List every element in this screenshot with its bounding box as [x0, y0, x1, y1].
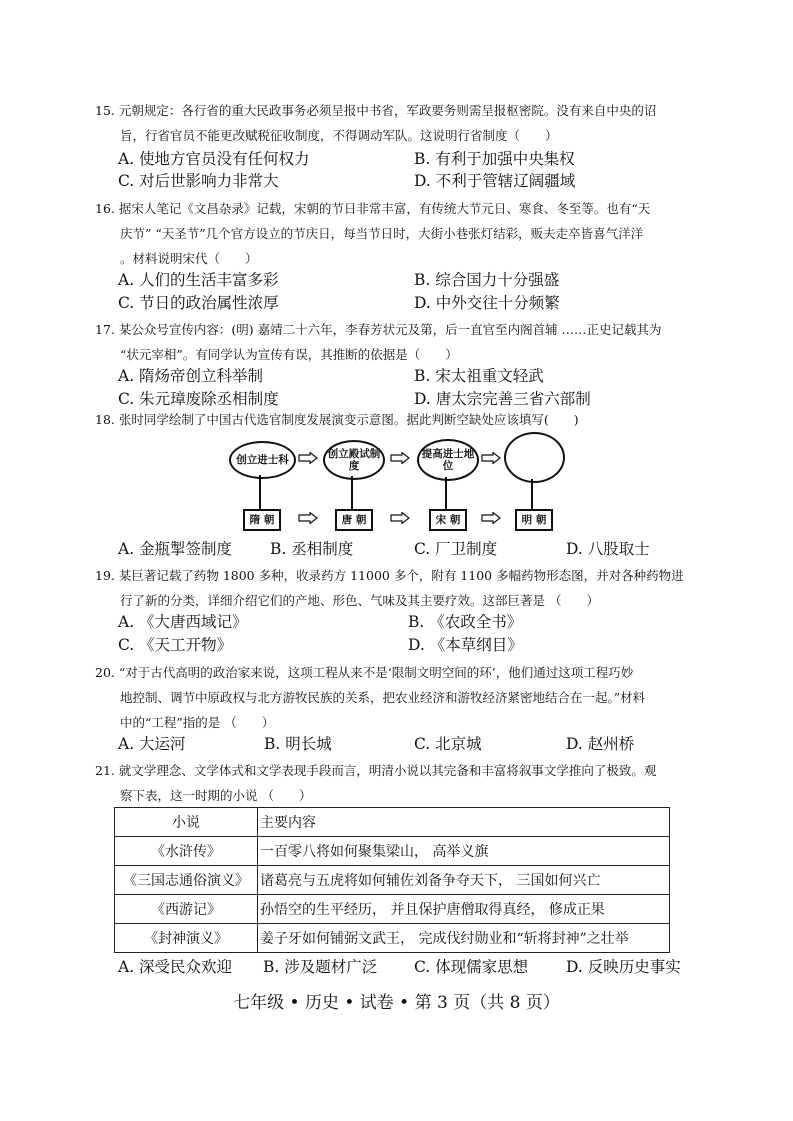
q15-option-b[interactable]: B. 有利于加强中央集权	[414, 150, 575, 168]
q19-option-b[interactable]: B. 《农政全书》	[408, 613, 523, 631]
question-15-stem	[95, 98, 705, 148]
table-cell-novel: 《三国志通俗演义》	[115, 866, 258, 895]
q21-option-b[interactable]: B. 涉及题材广泛	[263, 958, 378, 976]
page-footer: 七年级 • 历史 • 试卷 • 第 3 页（共 8 页）	[233, 993, 560, 1013]
table-row	[115, 924, 670, 953]
table-cell-novel: 《水浒传》	[115, 837, 258, 866]
question-18-stem	[95, 407, 705, 432]
question-20-line3: 中的“工程”指的是 （ ）	[120, 715, 275, 730]
question-21-line1: 21. 就文学理念、文学体式和文学表现手段而言，明清小说以其完备和丰富将叙事文学推向了极致。观	[95, 763, 657, 778]
diagram-connector	[259, 475, 261, 509]
table-cell-content: 一百零八将如何聚集梁山， 高举义旗	[258, 837, 670, 866]
q15-option-a[interactable]: A. 使地方官员没有任何权力	[118, 150, 310, 168]
question-19-stem	[95, 563, 705, 613]
question-20-line2: 地控制、调节中原政权与北方游牧民族的关系，把农业经济和游牧经济紧密地结合在一起。”材料	[120, 690, 646, 705]
q21-option-a[interactable]: A. 深受民众欢迎	[118, 958, 233, 976]
q18-option-b[interactable]: B. 丞相制度	[270, 540, 354, 558]
question-17-stem	[95, 317, 705, 367]
question-16-line1: 16. 据宋人笔记《文昌杂录》记载，宋朝的节日非常丰富，有传统大节元日、寒食、冬至等。也有“天	[95, 201, 651, 216]
question-19-line1: 19. 某巨著记载了药物 1800 多种，收录药方 11000 多个，附有 1100 多幅药物形态图，并对各种药物进	[95, 568, 684, 583]
q17-option-b[interactable]: B. 宋太祖重文轻武	[414, 367, 544, 385]
diagram-node-blank	[504, 432, 565, 483]
q16-option-d[interactable]: D. 中外交往十分频繁	[414, 294, 560, 312]
q18-option-c[interactable]: C. 厂卫制度	[414, 540, 498, 558]
question-20-stem	[95, 660, 705, 735]
q20-option-d[interactable]: D. 赵州桥	[566, 735, 635, 753]
q20-option-b[interactable]: B. 明长城	[264, 735, 332, 753]
diagram-node-1: 创立进士科	[229, 441, 296, 479]
diagram-dynasty-song: 宋 朝	[429, 509, 467, 531]
diagram-arrow-icon	[298, 512, 318, 524]
diagram-connector	[531, 479, 533, 509]
table-cell-content: 姜子牙如何铺弼文武王， 完成伐纣勋业和“斩将封神”之壮举	[258, 924, 670, 953]
q18-option-a[interactable]: A. 金瓶掣签制度	[118, 540, 233, 558]
q16-option-a[interactable]: A. 人们的生活丰富多彩	[118, 271, 279, 289]
table-row	[115, 895, 670, 924]
table-cell-novel: 《封神演义》	[115, 924, 258, 953]
q17-option-c[interactable]: C. 朱元璋废除丞相制度	[118, 390, 279, 408]
q21-option-d[interactable]: D. 反映历史事实	[566, 958, 681, 976]
question-18-line1: 18. 张时同学绘制了中国古代选官制度发展演变示意图。据此判断空缺处应该填写( )	[95, 412, 579, 427]
question-16-stem	[95, 196, 705, 271]
q19-option-c[interactable]: C. 《天工开物》	[118, 636, 233, 654]
diagram-arrow-icon	[481, 452, 501, 464]
question-17-line1: 17. 某公众号宣传内容：(明) 嘉靖二十六年，李春芳状元及第，后一直官至内阁首辅 ……正史记载其为	[95, 322, 662, 337]
question-19-line2: 行了新的分类，详细介绍它们的产地、形色、气味及其主要疗效。这部巨著是 （ ）	[120, 593, 599, 608]
q18-option-d[interactable]: D. 八股取士	[566, 540, 650, 558]
question-15-line1: 15. 元朝规定：各行省的重大民政事务必须呈报中书省，军政要务则需呈报枢密院。没有来自中央的诏	[95, 103, 657, 118]
diagram-connector	[445, 477, 447, 509]
table-cell-content: 孙悟空的生平经历， 并且保护唐僧取得真经， 修成正果	[258, 895, 670, 924]
diagram-node-2: 创立殿试制度	[323, 440, 385, 480]
q19-option-a[interactable]: A. 《大唐西域记》	[118, 613, 248, 631]
question-16-line3: 。材料说明宋代（ ）	[120, 251, 258, 266]
q17-option-d[interactable]: D. 唐太宗完善三省六部制	[414, 390, 591, 408]
diagram-arrow-icon	[390, 512, 410, 524]
q15-option-c[interactable]: C. 对后世影响力非常大	[118, 172, 279, 190]
question-15-line2: 旨，行省官员不能更改赋税征收制度，不得调动军队。这说明行省制度（ ）	[120, 128, 558, 143]
table-header-cell: 主要内容	[258, 808, 670, 837]
q16-option-b[interactable]: B. 综合国力十分强盛	[414, 271, 560, 289]
diagram-dynasty-ming: 明 朝	[515, 509, 553, 531]
diagram-connector	[351, 476, 353, 509]
q16-option-c[interactable]: C. 节日的政治属性浓厚	[118, 294, 279, 312]
question-20-line1: 20. “对于古代高明的政治家来说，这项工程从来不是‘限制文明空间的环’，他们通过这项工程巧妙	[95, 665, 634, 680]
q17-option-a[interactable]: A. 隋炀帝创立科举制	[118, 367, 264, 385]
q19-option-d[interactable]: D. 《本草纲目》	[408, 636, 523, 654]
table-cell-novel: 《西游记》	[115, 895, 258, 924]
q21-option-c[interactable]: C. 体现儒家思想	[414, 958, 529, 976]
diagram-arrow-icon	[298, 452, 318, 464]
diagram-dynasty-sui: 隋 朝	[243, 509, 281, 531]
table-row	[115, 837, 670, 866]
question-21-line2: 察下表，这一时期的小说 （ ）	[120, 788, 312, 803]
q20-option-c[interactable]: C. 北京城	[414, 735, 482, 753]
table-header-cell: 小说	[115, 808, 258, 837]
diagram-node-3: 提高进士地位	[417, 439, 479, 481]
question-17-line2: “状元宰相”。有同学认为宣传有误，其推断的依据是（ ）	[120, 347, 458, 362]
table-row	[115, 866, 670, 895]
novels-table	[114, 807, 670, 953]
diagram-arrow-icon	[481, 512, 501, 524]
table-header-row	[115, 808, 670, 837]
q15-option-d[interactable]: D. 不利于管辖辽阔疆域	[414, 172, 576, 190]
table-cell-content: 诸葛亮与五虎将如何辅佐刘备争夺天下， 三国如何兴亡	[258, 866, 670, 895]
q20-option-a[interactable]: A. 大运河	[118, 735, 186, 753]
question-16-line2: 庆节” “天圣节”几个官方设立的节庆日，每当节日时，大街小巷张灯结彩，贩夫走卒皆喜气洋洋	[120, 226, 644, 241]
diagram-arrow-icon	[390, 452, 410, 464]
diagram-dynasty-tang: 唐 朝	[335, 509, 373, 531]
question-21-stem	[95, 758, 705, 808]
